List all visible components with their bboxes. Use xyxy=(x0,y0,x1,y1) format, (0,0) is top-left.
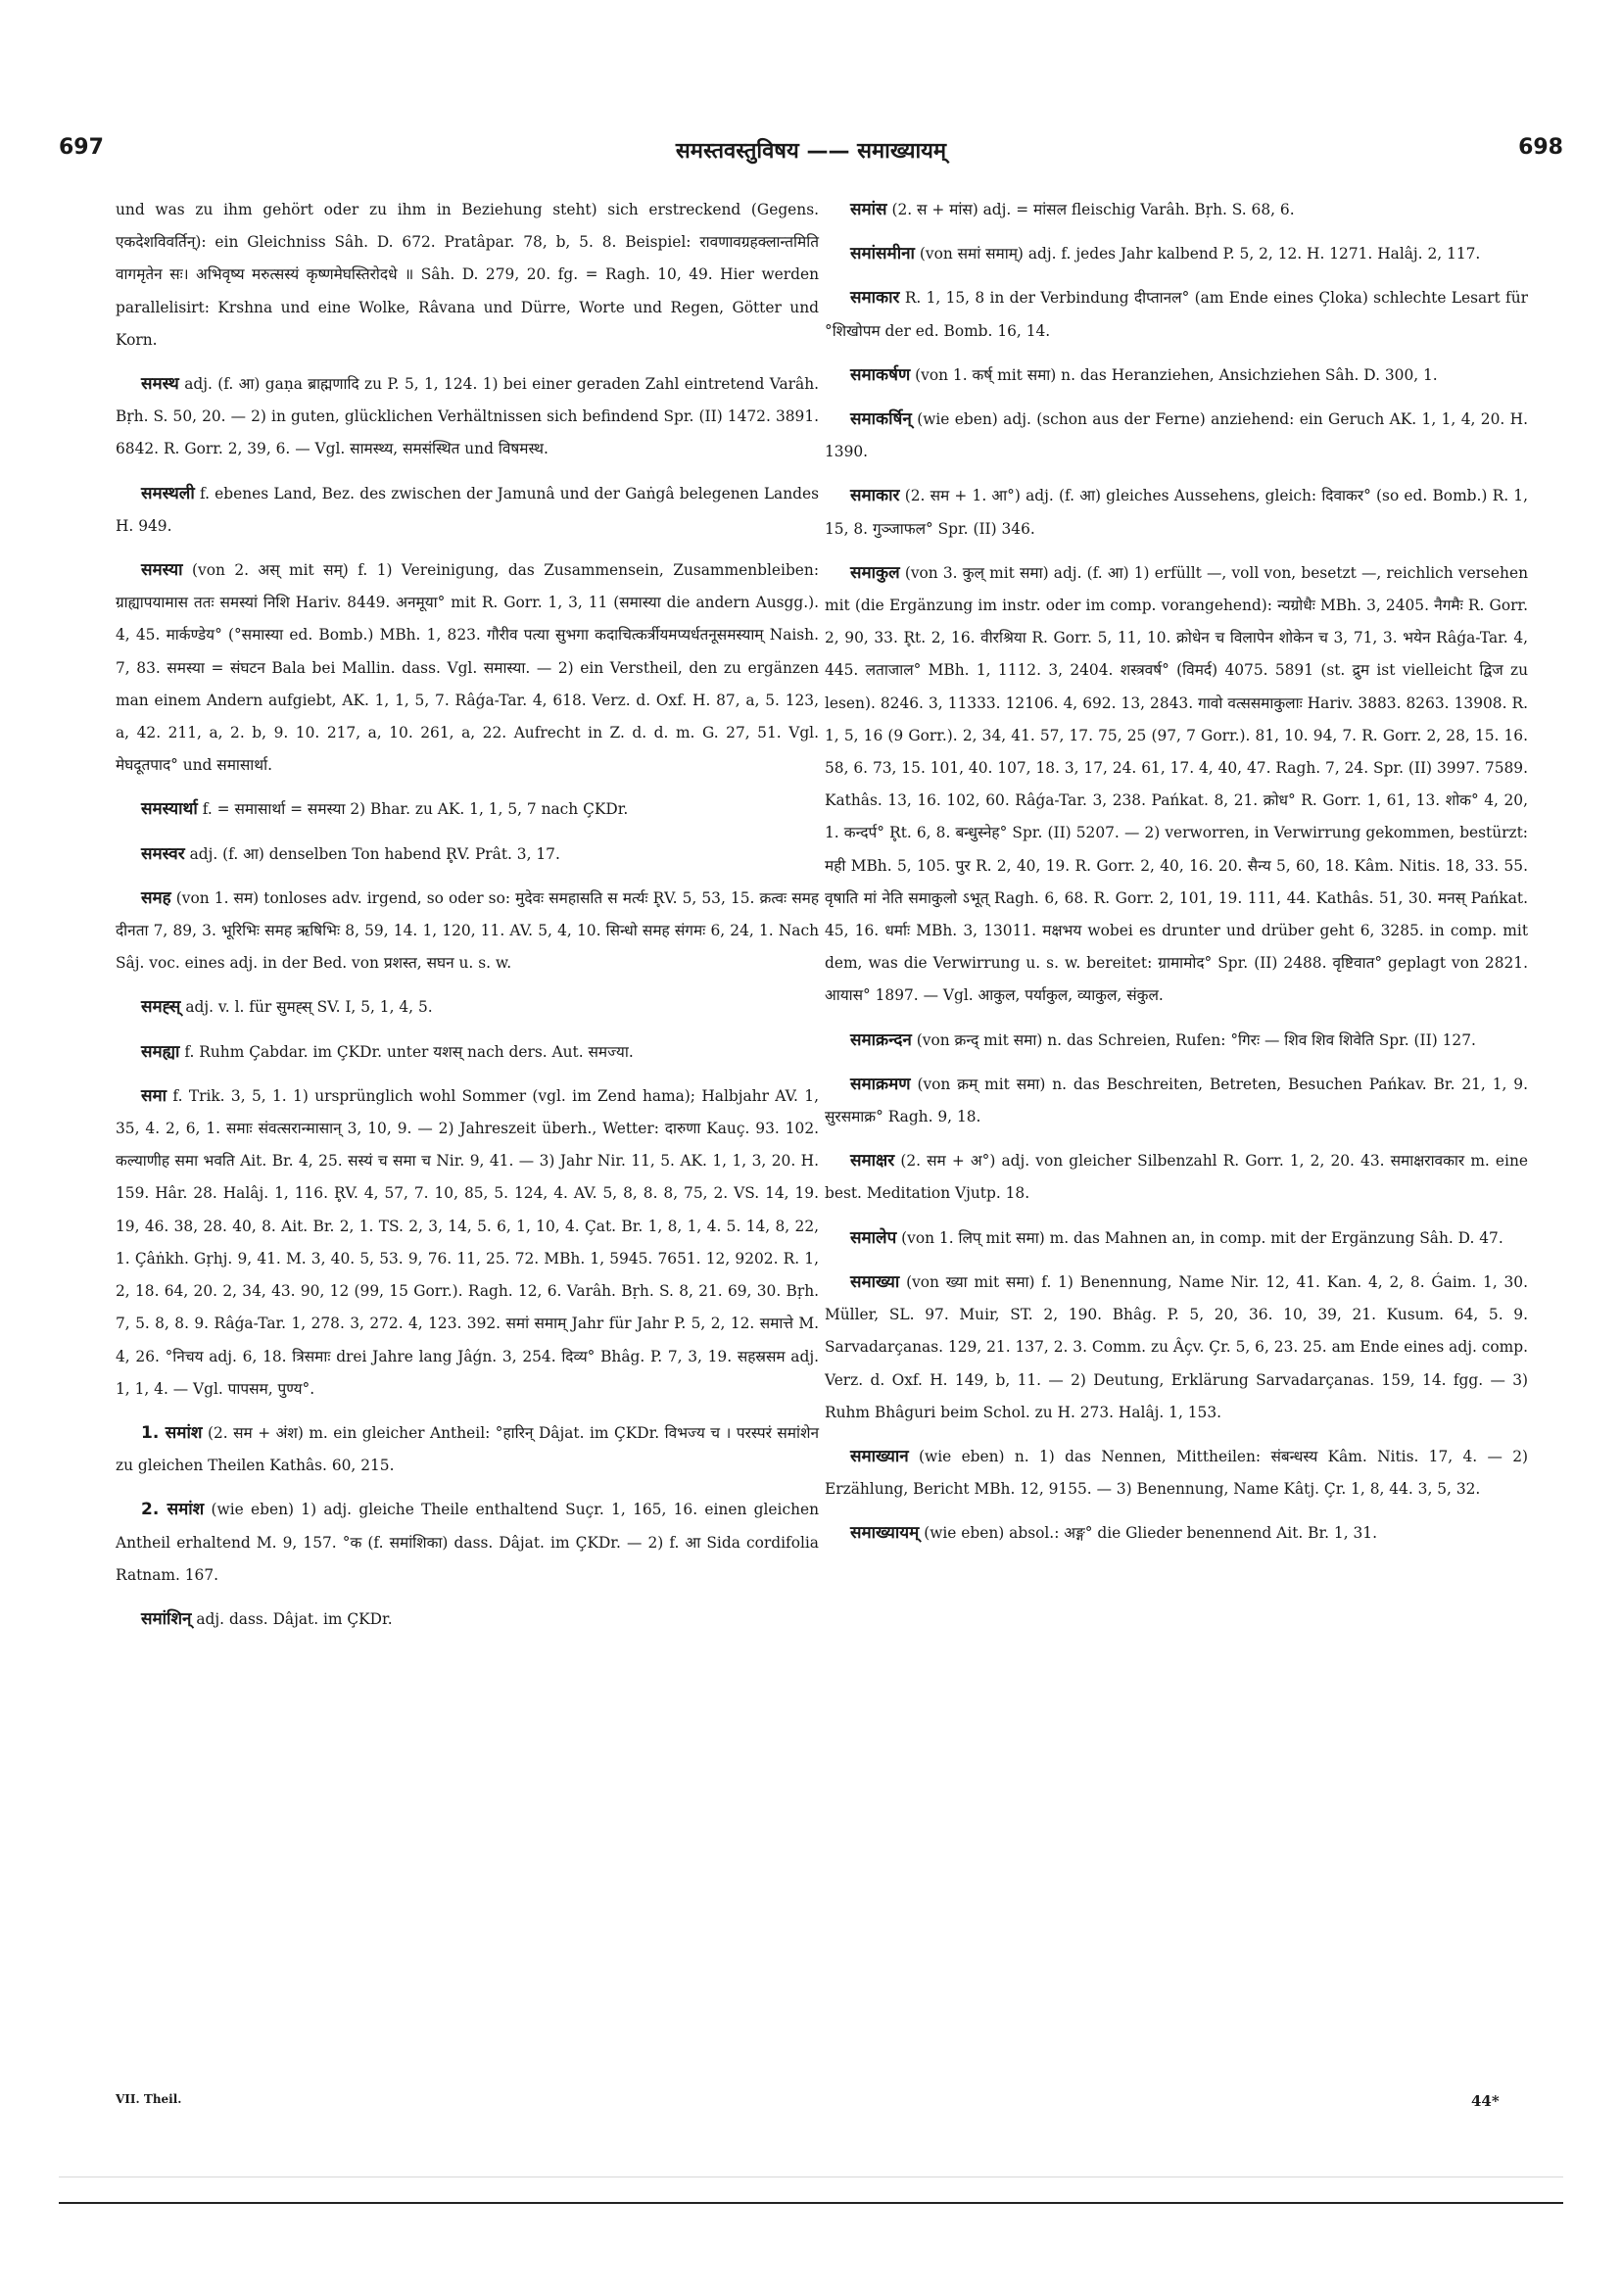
entry-headword: 2. समांश xyxy=(141,1500,205,1520)
entry-headword: समाकार xyxy=(850,288,900,309)
entry-headword: समह्या xyxy=(141,1041,180,1062)
running-head: समस्तवस्तुविषय —— समाख्यायम् xyxy=(675,139,947,164)
entry-headword: समाक्रमण xyxy=(850,1074,911,1094)
dictionary-entry xyxy=(116,1036,819,1069)
entry-text: (wie eben) adj. (schon aus der Ferne) anziehend: ein Geruch AK. 1, 1, 4, 20. H. 1390. xyxy=(825,410,1528,461)
entry-headword: समस्थली xyxy=(141,483,195,503)
entry-text: adj. (f. आ) gaṇa ब्राह्मणादि zu P. 5, 1, 124. 1) bei einer geraden Zahl eintretend Varâh. Bṛh. S. 50, 20. — 2) in guten, glücklichen Verhältnissen sich befindend Spr. (II) 1472. 3891. 6842. R. Gorr. 2, 39, 6. — Vgl. सामस्थ्य, समसंस्थित und विषमस्थ. xyxy=(116,375,819,458)
entry-headword: समाक्रन्दन xyxy=(850,1029,912,1050)
dictionary-entry xyxy=(116,1603,819,1636)
dictionary-entry xyxy=(116,1080,819,1406)
dictionary-entry xyxy=(116,478,819,543)
dictionary-entry xyxy=(825,1145,1528,1210)
entry-text: (wie eben) 1) adj. gleiche Theile enthaltend Suçr. 1, 165, 16. einen gleichen Antheil erhaltend M. 9, 157. °क (f. समांशिका) dass. Dâjat. im ÇKDr. — 2) f. आ Sida cordifolia Ratnam. 167. xyxy=(116,1501,819,1584)
entry-headword: समाकर्षण xyxy=(850,364,911,385)
entry-headword: समांसमीना xyxy=(850,244,915,264)
entry-headword: समालेप xyxy=(850,1227,897,1248)
page-header xyxy=(59,135,1563,174)
bottom-rule xyxy=(59,2202,1563,2204)
entry-headword: समाकुल xyxy=(850,562,900,583)
entry-text: (von 1. सम) tonloses adv. irgend, so oder so: मुदेवः समहासति स मर्त्यः R̥V. 5, 53, 15. क्रत्वः समह दीनता 7, 89, 3. भूरिभिः समह ऋषिभिः 8, 59, 14. 1, 120, 11. AV. 5, 4, 10. सिन्धो समह संगमः 6, 24, 1. Nach Sâj. voc. eines adj. in der Bed. von प्रशस्त, सघन u. s. w. xyxy=(116,888,819,973)
entry-text: f. Ruhm Çabdar. im ÇKDr. unter यशस् nach ders. Aut. समज्या. xyxy=(184,1042,634,1061)
dictionary-entry xyxy=(116,793,819,826)
entry-text: adj. dass. Dâjat. im ÇKDr. xyxy=(196,1609,393,1628)
entry-text: (von 1. कर्ष् mit समा) n. das Heranziehen, Ansichziehen Sâh. D. 300, 1. xyxy=(915,365,1438,384)
entry-text: (2. सम + अ°) adj. von gleicher Silbenzahl R. Gorr. 1, 2, 20. 43. समाक्षरावकार m. eine best. Meditation Vjutp. 18. xyxy=(825,1152,1528,1203)
left-column xyxy=(116,194,819,1648)
entry-text: (wie eben) absol.: अङ्ग° die Glieder benennend Ait. Br. 1, 31. xyxy=(924,1524,1377,1543)
dictionary-entry xyxy=(116,1494,819,1592)
dictionary-entry xyxy=(116,1417,819,1482)
entry-headword: समाकर्षिन् xyxy=(850,409,912,430)
dictionary-entry xyxy=(825,1222,1528,1255)
dictionary-entry xyxy=(825,194,1528,226)
entry-headword: समाक्षर xyxy=(850,1151,895,1172)
entry-text: (2. सम + अंश) m. ein gleicher Antheil: °हारिन् Dâjat. im ÇKDr. विभज्य च । परस्परं समांशेन zu gleichen Theilen Kathâs. 60, 215. xyxy=(116,1423,819,1475)
page-number-right: 698 xyxy=(1518,135,1563,160)
dictionary-entry xyxy=(825,238,1528,270)
entry-text: (2. स + मांस) adj. = मांसल fleischig Varâh. Bṛh. S. 68, 6. xyxy=(891,201,1295,218)
dictionary-entry xyxy=(825,557,1528,1013)
dictionary-entry xyxy=(825,1025,1528,1057)
entry-headword: समस्या xyxy=(141,560,183,581)
dictionary-entry xyxy=(825,404,1528,468)
dictionary-entry xyxy=(116,838,819,871)
entry-text: adj. (f. आ) denselben Ton habend R̥V. Prât. 3, 17. xyxy=(189,844,560,863)
entry-headword: समा xyxy=(141,1085,167,1106)
entry-headword: समांस xyxy=(850,200,887,219)
entry-headword: समस्यार्था xyxy=(141,799,198,820)
entry-text: R. 1, 15, 8 in der Verbindung दीप्तानल° (am Ende eines Çloka) schlechte Lesart für °शिखोपम der ed. Bomb. 16, 14. xyxy=(825,289,1528,340)
dictionary-entry xyxy=(825,282,1528,347)
entry-headword: समांशिन् xyxy=(141,1608,192,1629)
entry-text: (von 3. कुल् mit समा) adj. (f. आ) 1) erfüllt —, voll von, besetzt —, reichlich versehen mit (die Ergänzung im instr. oder im comp. vorangehend): न्यग्रोधैः MBh. 3, 2405. नैगमैः R. Gorr. 2, 90, 33. R̥t. 2, 16. वीरश्रिया R. Gorr. 5, 11, 10. क्रोधेन च विलापेन शोकेन च 3, 71, 3. भयेन Râǵa-Tar. 4, 445. लताजाल° MBh. 1, 1112. 3, 2404. शस्त्रवर्ष° (विमर्द) 4075. 5891 (st. द्रुम ist vielleicht द्विज zu lesen). 8246. 3, 11333. 12106. 4, 692. 13, 2843. गावो वत्ससमाकुलाः Hariv. 3883. 8263. 13908. R. 1, 5, 16 (9 Gorr.). 2, 34, 41. 57, 17. 75, 25 (97, 7 Gorr.). 81, 10. 94, 7. R. Gorr. 2, 28, 15. 16. 58, 6. 73, 15. 101, 40. 107, 18. 3, 17, 24. 61, 17. 4, 40, 47. Ragh. 7, 24. Spr. (II) 3997. 7589. Kathâs. 13, 16. 102, 60. Râǵa-Tar. 3, 238. Pańkat. 8, 21. क्रोध° R. Gorr. 1, 61, 13. शोक° 4, 20, 1. कन्दर्प° R̥t. 6, 8. बन्धुस्नेह° Spr. (II) 5207. — 2) verworren, in Verwirrung gekommen, bestürzt: मही MBh. 5, 105. पुर R. 2, 40, 19. R. Gorr. 2, 40, 16. 20. सैन्य 5, 60, 18. Kâm. Nitis. 18, 33. 55. वृषाति मां नेति समाकुलो ऽभूत् Ragh. 6, 68. R. Gorr. 2, 101, 19. 111, 44. Kathâs. 51, 30. मनस् Pańkat. 45, 16. धर्माः MBh. 3, 13011. मक्षभय wobei es drunter und drüber geht 6, 3285. in comp. mit dem, was die Verwirrung u. s. w. bereitet: ग्रामामोद° Spr. (II) 2488. वृष्टिवात° geplagt von 2821. आयास° 1897. — Vgl. आकुल, पर्याकुल, व्याकुल, संकुल. xyxy=(825,563,1528,1005)
entry-headword: समह्स् xyxy=(141,997,181,1018)
dictionary-entry xyxy=(116,194,819,357)
scan-edge-line xyxy=(59,2176,1563,2177)
dictionary-entry xyxy=(825,1069,1528,1133)
dictionary-entry xyxy=(116,991,819,1024)
dictionary-entry xyxy=(825,480,1528,545)
entry-text: f. Trik. 3, 5, 1. 1) ursprünglich wohl Sommer (vgl. im Zend hama); Halbjahr AV. 1, 35, 4. 2, 6, 1. समाः संवत्सरान्मासान् 3, 10, 9. — 2) Jahreszeit überh., Wetter: दारुणा Kauç. 93. 102. कल्याणीह समा भवति Ait. Br. 4, 25. सस्यं च समा च Nir. 9, 41. — 3) Jahr Nir. 11, 5. AK. 1, 1, 3, 20. H. 159. Hâr. 28. Halâj. 1, 116. R̥V. 4, 57, 7. 10, 85, 5. 124, 4. AV. 5, 8, 8. 8, 75, 2. VS. 14, 19. 19, 46. 38, 28. 40, 8. Ait. Br. 2, 1. TS. 2, 3, 14, 5. 6, 1, 10, 4. Çat. Br. 1, 8, 1, 4. 5. 14, 8, 22, 1. Çâṅkh. Gṛhj. 9, 41. M. 3, 40. 5, 53. 9, 76. 11, 25. 72. MBh. 1, 5945. 7651. 12, 9202. R. 1, 2, 18. 64, 20. 2, 34, 43. 90, 12 (99, 15 Gorr.). Ragh. 12, 6. Varâh. Bṛh. S. 8, 21. 69, 30. Bṛh. 7, 5. 8, 8. 9. Râǵa-Tar. 1, 278. 3, 272. 4, 123. 392. समां समाम् Jahr für Jahr P. 5, 2, 12. समात्ते M. 4, 26. °निचय adj. 6, 18. त्रिसमाः drei Jahre lang Jâǵn. 3, 254. दिव्य° Bhâg. P. 7, 3, 19. सहस्रसम adj. 1, 1, 4. — Vgl. पापसम, पुण्य°. xyxy=(116,1086,819,1398)
dictionary-entry xyxy=(825,1441,1528,1506)
entry-text: (von समां समाम्) adj. f. jedes Jahr kalbend P. 5, 2, 12. H. 1271. Halâj. 2, 117. xyxy=(919,245,1481,263)
entry-text: (von क्रम् mit समा) n. das Beschreiten, Betreten, Besuchen Pańkav. Br. 21, 1, 9. सुरसमाक्र° Ragh. 9, 18. xyxy=(825,1075,1528,1126)
entry-headword: समाख्या xyxy=(850,1271,900,1292)
dictionary-entry xyxy=(116,554,819,782)
right-column xyxy=(825,194,1528,1562)
entry-headword: समाख्यायम् xyxy=(850,1523,920,1544)
dictionary-entry xyxy=(825,1267,1528,1429)
entry-headword: समाख्यान xyxy=(850,1446,909,1466)
entry-text: f. = समासार्था = समस्या 2) Bhar. zu AK. 1, 1, 5, 7 nach ÇKDr. xyxy=(202,800,629,819)
entry-text: (von 2. अस् mit सम्) f. 1) Vereinigung, das Zusammensein, Zusammenbleiben: ग्राह्यापयामास ततः समस्यां निशि Hariv. 8449. अनमूया° mit R. Gorr. 1, 3, 11 (समास्या die andern Ausgg.). 4, 45. मार्कण्डेय° (°समास्या ed. Bomb.) MBh. 1, 823. गौरीव पत्या सुभगा कदाचित्कर्त्रीयमप्यर्धतनूसमस्याम् Naish. 7, 83. समस्या = संघटन Bala bei Mallin. dass. Vgl. समास्या. — 2) ein Verstheil, den zu ergänzen man einem Andern aufgiebt, AK. 1, 1, 5, 7. Râǵa-Tar. 4, 618. Verz. d. Oxf. H. 87, a, 5. 123, a, 42. 211, a, 2. b, 9. 10. 217, a, 10. 261, a, 22. Aufrecht in Z. d. d. m. G. 27, 51. Vgl. मेघदूतपाद° und समासार्था. xyxy=(116,561,820,775)
volume-note: VII. Theil. xyxy=(116,2092,182,2106)
dictionary-entry xyxy=(116,883,819,981)
entry-text: adj. v. l. für सुमह्स् SV. I, 5, 1, 4, 5. xyxy=(185,998,433,1017)
entry-text: (wie eben) n. 1) das Nennen, Mittheilen: संबन्धस्य Kâm. Nitis. 17, 4. — 2) Erzählung, Bericht MBh. 12, 9155. — 3) Benennung, Name Kâtj. Çr. 1, 8, 44. 3, 5, 32. xyxy=(825,1447,1528,1499)
dictionary-entry xyxy=(825,1517,1528,1550)
entry-headword: समह xyxy=(141,887,171,908)
entry-text: (2. सम + 1. आ°) adj. (f. आ) gleiches Aussehens, gleich: दिवाकर° (so ed. Bomb.) R. 1, 15, 8. गुञ्जाफल° Spr. (II) 346. xyxy=(825,487,1528,538)
entry-headword: 1. समांश xyxy=(141,1422,203,1443)
entry-text: (von 1. लिप् mit समा) m. das Mahnen an, in comp. mit der Ergänzung Sâh. D. 47. xyxy=(901,1228,1503,1247)
entry-text: (von क्रन्द् mit समा) n. das Schreien, Rufen: °गिरः — शिव शिव शिवेति Spr. (II) 127. xyxy=(916,1030,1476,1049)
entry-headword: समस्थ xyxy=(141,374,179,395)
entry-headword: समाकार xyxy=(850,486,900,506)
entry-text: f. ebenes Land, Bez. des zwischen der Jamunâ und der Gaṅgâ belegenen Landes H. 949. xyxy=(116,484,819,535)
signature-mark: 44* xyxy=(1471,2092,1500,2110)
page-number-left: 697 xyxy=(59,135,104,160)
dictionary-entry xyxy=(825,359,1528,392)
entry-text: (von ख्या mit समा) f. 1) Benennung, Name Nir. 12, 41. Kan. 4, 2, 8. Ǵaim. 1, 30. Müller, SL. 97. Muir, ST. 2, 190. Bhâg. P. 5, 20, 36. 10, 39, 21. Kusum. 64, 5. 9. Sarvadarçanas. 129, 21. 137, 2. 3. Comm. zu Âçv. Çr. 5, 6, 23. 25. am Ende eines adj. comp. Verz. d. Oxf. H. 149, b, 11. — 2) Deutung, Erklärung Sarvadarçanas. 159, 14. fgg. — 3) Ruhm Bhâguri beim Schol. zu H. 273. Halâj. 1, 153. xyxy=(825,1272,1528,1421)
entry-text: und was zu ihm gehört oder zu ihm in Beziehung steht) sich erstreckend (Gegens. एकदेशविवर्तिन्): ein Gleichniss Sâh. D. 672. Pratâpar. 78, b, 5. 8. Beispiel: रावणावग्रहक्लान्तमिति वागमृतेन सः। अभिवृष्य मरुत्सस्यं कृष्णमेघस्तिरोदधे ॥ Sâh. D. 279, 20. fg. = Ragh. 10, 49. Hier werden parallelisirt: Krshna und eine Wolke, Râvana und Dürre, Worte und Regen, Götter und Korn. xyxy=(116,201,819,349)
dictionary-entry xyxy=(116,368,819,466)
entry-headword: समस्वर xyxy=(141,843,185,864)
